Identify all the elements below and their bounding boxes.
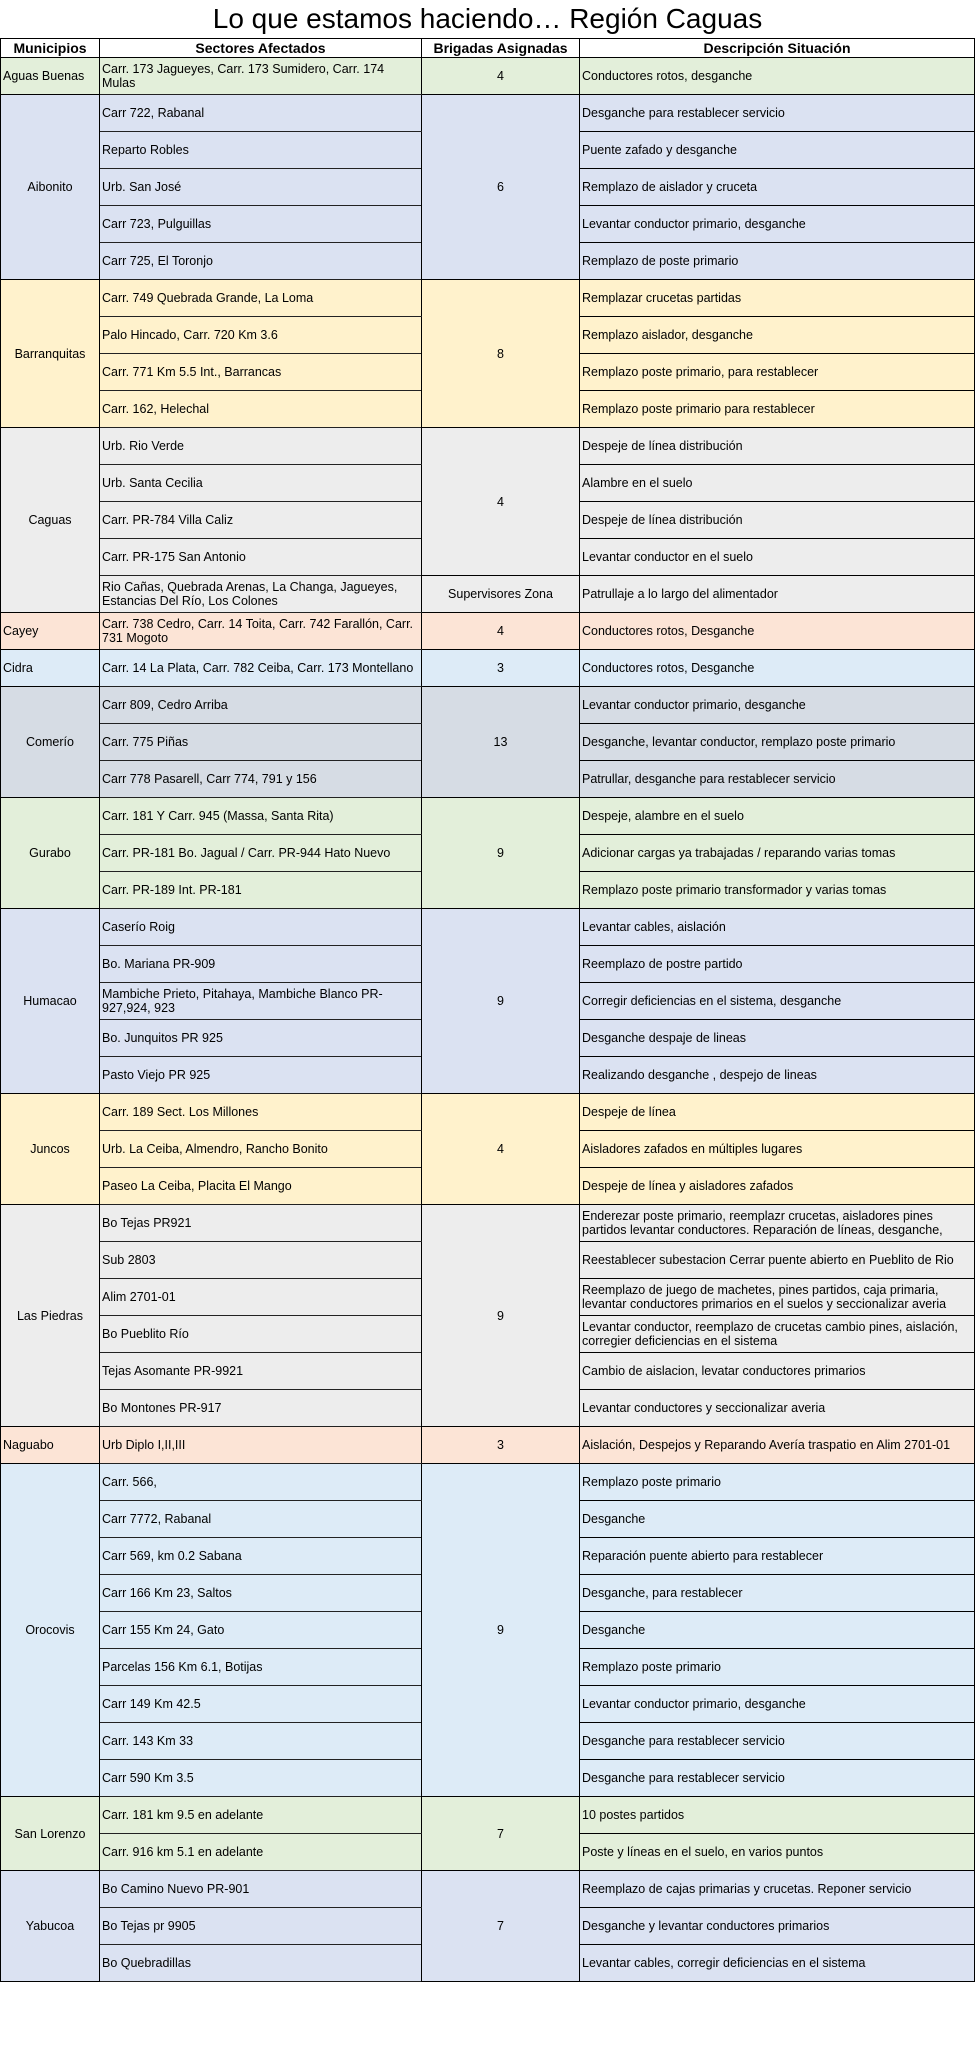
descripcion-cell: Desganche despaje de lineas [580, 1020, 975, 1057]
sector-cell: Carr 809, Cedro Arriba [100, 687, 422, 724]
table-row [1, 650, 975, 687]
table-row [1, 798, 975, 835]
descripcion-cell: Desganche para restablecer servicio [580, 1723, 975, 1760]
sector-cell: Carr 723, Pulguillas [100, 206, 422, 243]
municipio-cell: San Lorenzo [1, 1797, 100, 1871]
brigadas-cell: 3 [422, 650, 580, 687]
sector-cell: Carr 149 Km 42.5 [100, 1686, 422, 1723]
sector-cell: Carr. PR-189 Int. PR-181 [100, 872, 422, 909]
sector-cell: Urb. San José [100, 169, 422, 206]
table-row [1, 613, 975, 650]
descripcion-cell: Poste y líneas en el suelo, en varios puntos [580, 1834, 975, 1871]
header-row [1, 39, 975, 58]
sector-cell: Urb. Rio Verde [100, 428, 422, 465]
sector-cell: Carr. 775 Piñas [100, 724, 422, 761]
municipio-cell: Orocovis [1, 1464, 100, 1797]
brigadas-cell: 13 [422, 687, 580, 798]
descripcion-cell: Levantar conductor primario, desganche [580, 687, 975, 724]
sector-cell: Bo Camino Nuevo PR-901 [100, 1871, 422, 1908]
descripcion-cell: Remplazo poste primario, para restablecer [580, 354, 975, 391]
brigadas-cell: 9 [422, 1464, 580, 1797]
descripcion-cell: Despeje de línea [580, 1094, 975, 1131]
table-row [1, 687, 975, 724]
header-sectores: Sectores Afectados [100, 39, 422, 58]
sector-cell: Carr 725, El Toronjo [100, 243, 422, 280]
descripcion-cell: Remplazar crucetas partidas [580, 280, 975, 317]
table-row [1, 95, 975, 132]
header-descripcion: Descripción Situación [580, 39, 975, 58]
descripcion-cell: Adicionar cargas ya trabajadas / reparando varias tomas [580, 835, 975, 872]
brigadas-cell: 9 [422, 909, 580, 1094]
sector-cell: Caserío Roig [100, 909, 422, 946]
brigadas-cell: 3 [422, 1427, 580, 1464]
sector-cell: Carr. 749 Quebrada Grande, La Loma [100, 280, 422, 317]
municipio-cell: Yabucoa [1, 1871, 100, 1982]
descripcion-cell: Conductores rotos, Desganche [580, 613, 975, 650]
descripcion-cell: Desganche para restablecer servicio [580, 95, 975, 132]
municipio-cell: Cayey [1, 613, 100, 650]
descripcion-cell: Levantar conductor, reemplazo de crucetas cambio pines, aislación, corregier deficiencias en el sistema [580, 1316, 975, 1353]
descripcion-cell: Aislación, Despejos y Reparando Avería traspatio en Alim 2701-01 [580, 1427, 975, 1464]
sector-cell: Mambiche Prieto, Pitahaya, Mambiche Blanco PR-927,924, 923 [100, 983, 422, 1020]
sector-cell: Urb Diplo I,II,III [100, 1427, 422, 1464]
descripcion-cell: Desganche para restablecer servicio [580, 1760, 975, 1797]
sector-cell: Carr. 566, [100, 1464, 422, 1501]
sector-cell: Paseo La Ceiba, Placita El Mango [100, 1168, 422, 1205]
descripcion-cell: Cambio de aislacion, levatar conductores primarios [580, 1353, 975, 1390]
descripcion-cell: Levantar cables, corregir deficiencias en el sistema [580, 1945, 975, 1982]
descripcion-cell: Aisladores zafados en múltiples lugares [580, 1131, 975, 1168]
descripcion-cell: Patrullar, desganche para restablecer servicio [580, 761, 975, 798]
sector-cell: Carr. 162, Helechal [100, 391, 422, 428]
municipio-cell: Barranquitas [1, 280, 100, 428]
sector-cell: Carr. PR-175 San Antonio [100, 539, 422, 576]
descripcion-cell: Levantar conductor primario, desganche [580, 206, 975, 243]
municipio-cell: Cidra [1, 650, 100, 687]
descripcion-cell: Corregir deficiencias en el sistema, desganche [580, 983, 975, 1020]
brigadas-cell: 9 [422, 798, 580, 909]
descripcion-cell: Reemplazo de juego de machetes, pines partidos, caja primaria, levantar conductores primarios en el suelos y seccionalizar averia [580, 1279, 975, 1316]
sector-cell: Carr. 143 Km 33 [100, 1723, 422, 1760]
table-row [1, 1797, 975, 1834]
sector-cell: Carr 590 Km 3.5 [100, 1760, 422, 1797]
descripcion-cell: Remplazo de poste primario [580, 243, 975, 280]
sector-cell: Urb. La Ceiba, Almendro, Rancho Bonito [100, 1131, 422, 1168]
sector-cell: Bo. Mariana PR-909 [100, 946, 422, 983]
descripcion-cell: Despeje de línea distribución [580, 428, 975, 465]
sector-cell: Urb. Santa Cecilia [100, 465, 422, 502]
sector-cell: Carr. 14 La Plata, Carr. 782 Ceiba, Carr. 173 Montellano [100, 650, 422, 687]
descripcion-cell: Despeje de línea distribución [580, 502, 975, 539]
municipio-cell: Gurabo [1, 798, 100, 909]
municipio-cell: Comerío [1, 687, 100, 798]
brigadas-cell: Supervisores Zona [422, 576, 580, 613]
table-row [1, 1094, 975, 1131]
descripcion-cell: Remplazo poste primario transformador y varias tomas [580, 872, 975, 909]
header-municipios: Municipios [1, 39, 100, 58]
page-title: Lo que estamos haciendo… Región Caguas [212, 3, 763, 34]
situation-table [0, 38, 975, 1982]
sector-cell: Rio Cañas, Quebrada Arenas, La Changa, Jagueyes, Estancias Del Río, Los Colones [100, 576, 422, 613]
descripcion-cell: Despeje, alambre en el suelo [580, 798, 975, 835]
brigadas-cell: 4 [422, 1094, 580, 1205]
descripcion-cell: Alambre en el suelo [580, 465, 975, 502]
brigadas-cell: 4 [422, 613, 580, 650]
descripcion-cell: Levantar conductor primario, desganche [580, 1686, 975, 1723]
table-row [1, 576, 975, 613]
municipio-cell: Caguas [1, 428, 100, 613]
sector-cell: Carr 778 Pasarell, Carr 774, 791 y 156 [100, 761, 422, 798]
sector-cell: Carr. 916 km 5.1 en adelante [100, 1834, 422, 1871]
sector-cell: Bo Quebradillas [100, 1945, 422, 1982]
descripcion-cell: Remplazo poste primario para restablecer [580, 391, 975, 428]
descripcion-cell: Desganche [580, 1501, 975, 1538]
descripcion-cell: Remplazo de aislador y cruceta [580, 169, 975, 206]
sector-cell: Palo Hincado, Carr. 720 Km 3.6 [100, 317, 422, 354]
descripcion-cell: Desganche, levantar conductor, remplazo poste primario [580, 724, 975, 761]
table-body [1, 58, 975, 1982]
sector-cell: Bo Tejas PR921 [100, 1205, 422, 1242]
descripcion-cell: Remplazo poste primario [580, 1464, 975, 1501]
descripcion-cell: Levantar conductores y seccionalizar averia [580, 1390, 975, 1427]
table-row [1, 58, 975, 95]
sector-cell: Carr. PR-181 Bo. Jagual / Carr. PR-944 Hato Nuevo [100, 835, 422, 872]
descripcion-cell: Reparación puente abierto para restablecer [580, 1538, 975, 1575]
descripcion-cell: Desganche, para restablecer [580, 1575, 975, 1612]
municipio-cell: Aibonito [1, 95, 100, 280]
descripcion-cell: Conductores rotos, Desganche [580, 650, 975, 687]
sector-cell: Carr. 181 km 9.5 en adelante [100, 1797, 422, 1834]
sector-cell: Pasto Viejo PR 925 [100, 1057, 422, 1094]
descripcion-cell: Realizando desganche , despejo de lineas [580, 1057, 975, 1094]
sector-cell: Carr. 189 Sect. Los Millones [100, 1094, 422, 1131]
sector-cell: Bo. Junquitos PR 925 [100, 1020, 422, 1057]
sector-cell: Reparto Robles [100, 132, 422, 169]
sector-cell: Carr. 173 Jagueyes, Carr. 173 Sumidero, Carr. 174 Mulas [100, 58, 422, 95]
sector-cell: Sub 2803 [100, 1242, 422, 1279]
municipio-cell: Aguas Buenas [1, 58, 100, 95]
brigadas-cell: 4 [422, 58, 580, 95]
descripcion-cell: Reemplazo de cajas primarias y crucetas. Reponer servicio [580, 1871, 975, 1908]
sector-cell: Carr 569, km 0.2 Sabana [100, 1538, 422, 1575]
descripcion-cell: Reemplazo de postre partido [580, 946, 975, 983]
municipio-cell: Humacao [1, 909, 100, 1094]
municipio-cell: Las Piedras [1, 1205, 100, 1427]
descripcion-cell: Remplazo poste primario [580, 1649, 975, 1686]
sector-cell: Carr. PR-784 Villa Caliz [100, 502, 422, 539]
table-row [1, 1464, 975, 1501]
table-row [1, 428, 975, 465]
municipio-cell: Juncos [1, 1094, 100, 1205]
sector-cell: Carr 166 Km 23, Saltos [100, 1575, 422, 1612]
table-row [1, 1427, 975, 1464]
sector-cell: Carr 722, Rabanal [100, 95, 422, 132]
table-row [1, 909, 975, 946]
header-brigadas: Brigadas Asignadas [422, 39, 580, 58]
descripcion-cell: Puente zafado y desganche [580, 132, 975, 169]
municipio-cell: Naguabo [1, 1427, 100, 1464]
brigadas-cell: 7 [422, 1797, 580, 1871]
descripcion-cell: Despeje de línea y aisladores zafados [580, 1168, 975, 1205]
sector-cell: Carr. 771 Km 5.5 Int., Barrancas [100, 354, 422, 391]
brigadas-cell: 8 [422, 280, 580, 428]
descripcion-cell: Conductores rotos, desganche [580, 58, 975, 95]
descripcion-cell: Levantar conductor en el suelo [580, 539, 975, 576]
sector-cell: Parcelas 156 Km 6.1, Botijas [100, 1649, 422, 1686]
sector-cell: Bo Pueblito Río [100, 1316, 422, 1353]
descripcion-cell: Levantar cables, aislación [580, 909, 975, 946]
sector-cell: Carr 155 Km 24, Gato [100, 1612, 422, 1649]
descripcion-cell: Enderezar poste primario, reemplazr crucetas, aisladores pines partidos levantar conductores. Reparación de líneas, desganche, [580, 1205, 975, 1242]
brigadas-cell: 6 [422, 95, 580, 280]
sector-cell: Tejas Asomante PR-9921 [100, 1353, 422, 1390]
brigadas-cell: 4 [422, 428, 580, 576]
descripcion-cell: Desganche y levantar conductores primarios [580, 1908, 975, 1945]
descripcion-cell: Desganche [580, 1612, 975, 1649]
sector-cell: Bo Montones PR-917 [100, 1390, 422, 1427]
brigadas-cell: 7 [422, 1871, 580, 1982]
descripcion-cell: Remplazo aislador, desganche [580, 317, 975, 354]
sector-cell: Carr. 738 Cedro, Carr. 14 Toita, Carr. 742 Farallón, Carr. 731 Mogoto [100, 613, 422, 650]
brigadas-cell: 9 [422, 1205, 580, 1427]
sector-cell: Carr 7772, Rabanal [100, 1501, 422, 1538]
sector-cell: Carr. 181 Y Carr. 945 (Massa, Santa Rita) [100, 798, 422, 835]
table-row [1, 1871, 975, 1908]
descripcion-cell: Patrullaje a lo largo del alimentador [580, 576, 975, 613]
descripcion-cell: Reestablecer subestacion Cerrar puente abierto en Pueblito de Rio [580, 1242, 975, 1279]
sector-cell: Bo Tejas pr 9905 [100, 1908, 422, 1945]
sector-cell: Alim 2701-01 [100, 1279, 422, 1316]
table-row [1, 280, 975, 317]
table-row [1, 1205, 975, 1242]
descripcion-cell: 10 postes partidos [580, 1797, 975, 1834]
